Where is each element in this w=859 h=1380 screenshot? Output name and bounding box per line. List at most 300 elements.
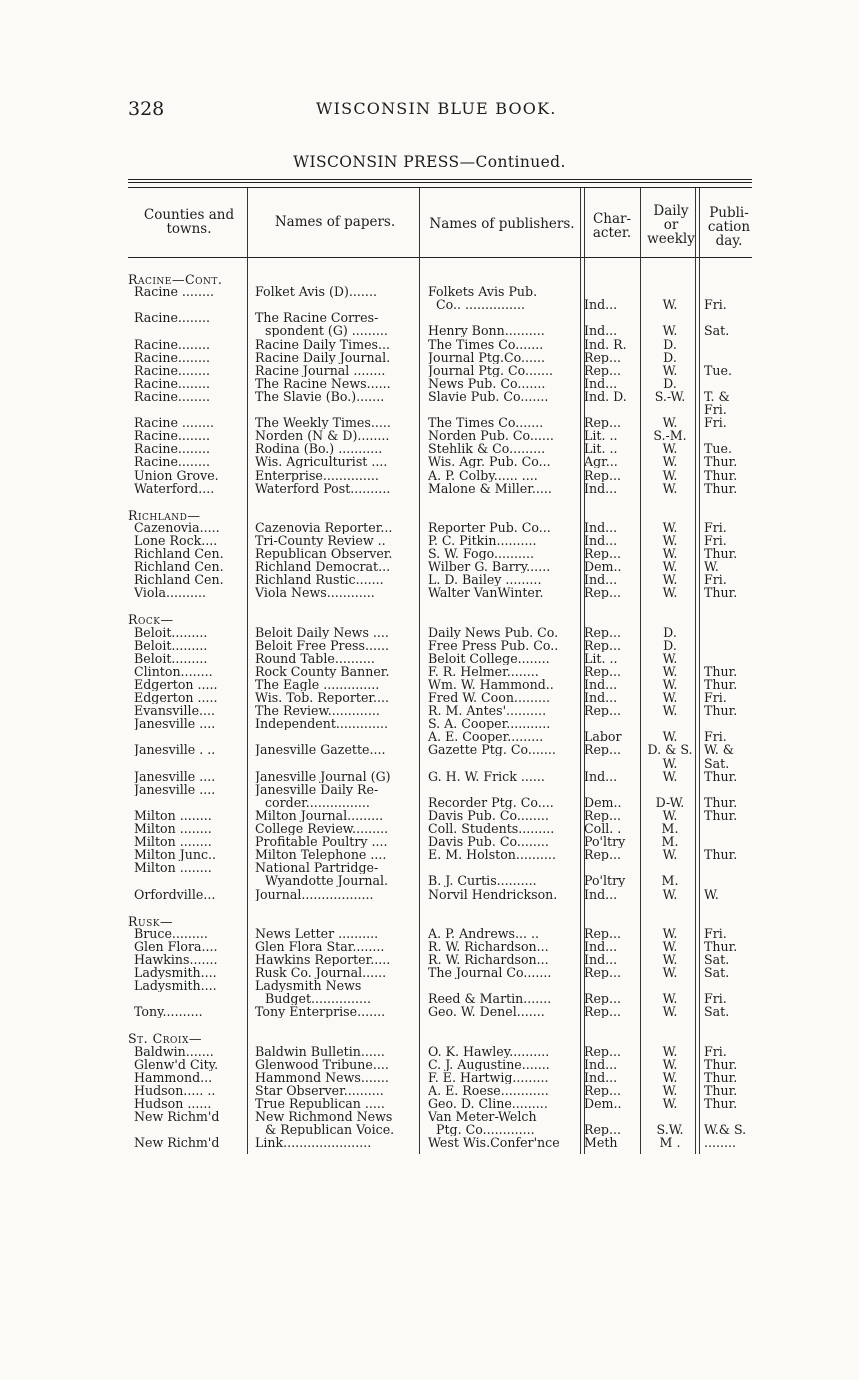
character-cell: Ind... bbox=[584, 1057, 618, 1071]
publication-day-cell: Fri. bbox=[704, 992, 727, 1006]
publication-day-cell: Fri. bbox=[704, 298, 727, 312]
frequency-cell: W. bbox=[662, 1070, 678, 1084]
publisher-cell: F. R. Helmer........ bbox=[428, 664, 539, 678]
publisher-cell: Geo. D. Cline......... bbox=[428, 1096, 548, 1110]
character-cell: Rep... bbox=[584, 743, 622, 757]
publisher-cell: Ptg. Co............. bbox=[436, 1123, 535, 1137]
town-cell: Hudson ...... bbox=[134, 1096, 212, 1110]
character-cell: Ind... bbox=[584, 481, 618, 495]
section-title: WISCONSIN PRESS—Continued. bbox=[293, 153, 566, 171]
paper-name-cell: Janesville Journal (G) bbox=[255, 769, 391, 783]
town-cell: Racine ........ bbox=[134, 416, 214, 430]
frequency-cell: W. bbox=[662, 560, 678, 574]
frequency-cell: D. & S. bbox=[647, 743, 693, 757]
frequency-cell: M. bbox=[661, 822, 679, 835]
paper-name-cell: Glen Flora Star........ bbox=[255, 939, 385, 953]
paper-name-cell: Wyandotte Journal. bbox=[265, 874, 389, 888]
town-cell: Waterford.... bbox=[134, 481, 215, 495]
paper-name-cell: Viola News............ bbox=[255, 586, 375, 600]
publication-day-cell: Thur. bbox=[704, 455, 738, 469]
town-cell: Racine........ bbox=[134, 429, 210, 443]
publication-day-cell: Sat. bbox=[704, 966, 730, 979]
town-cell: Milton ........ bbox=[134, 822, 212, 835]
paper-name-cell: Republican Observer. bbox=[255, 547, 393, 560]
paper-name-cell: Enterprise.............. bbox=[255, 468, 379, 482]
town-cell: Racine........ bbox=[134, 442, 210, 456]
publisher-cell: Van Meter-Welch bbox=[428, 1110, 537, 1123]
paper-name-cell: & Republican Voice. bbox=[265, 1123, 395, 1137]
publisher-cell: S. A. Cooper........... bbox=[428, 717, 551, 731]
publisher-cell: Geo. W. Denel....... bbox=[428, 1005, 545, 1019]
publication-day-cell: Fri. bbox=[704, 926, 727, 940]
paper-name-cell: Waterford Post.......... bbox=[255, 481, 391, 495]
publisher-cell: O. K. Hawley.......... bbox=[428, 1044, 550, 1058]
town-cell: Cazenovia..... bbox=[134, 520, 220, 534]
town-cell: Viola.......... bbox=[134, 586, 207, 600]
town-cell: Beloit......... bbox=[134, 638, 208, 652]
paper-name-cell: Beloit Daily News .... bbox=[255, 625, 389, 639]
paper-name-cell: Wis. Tob. Reporter.... bbox=[255, 691, 390, 704]
header-papers: Names of papers. bbox=[274, 214, 396, 230]
publisher-cell: A. P. Colby...... .... bbox=[428, 468, 538, 482]
publication-day-cell: Sat. bbox=[704, 756, 730, 770]
county-heading: Richland— bbox=[128, 507, 201, 523]
publication-day-cell: ........ bbox=[704, 1136, 737, 1150]
town-cell: Hudson..... .. bbox=[134, 1083, 216, 1097]
publication-day-cell: Thur. bbox=[704, 547, 738, 560]
page-number: 328 bbox=[128, 98, 165, 120]
town-cell: Milton ........ bbox=[134, 835, 212, 849]
running-title: WISCONSIN BLUE BOOK. bbox=[316, 99, 557, 118]
frequency-cell: D. bbox=[663, 350, 677, 364]
character-cell: Rep... bbox=[584, 808, 622, 822]
town-cell: Edgerton ..... bbox=[134, 691, 218, 704]
publisher-cell: Henry Bonn.......... bbox=[428, 324, 545, 338]
paper-name-cell: Hammond News....... bbox=[255, 1070, 389, 1084]
publication-day-cell: Thur. bbox=[704, 1096, 738, 1110]
paper-name-cell: Racine Journal ........ bbox=[255, 363, 386, 377]
paper-name-cell: Independent............. bbox=[255, 717, 388, 731]
publisher-cell: Journal Ptg.Co...... bbox=[428, 350, 546, 364]
publisher-cell: Slavie Pub. Co....... bbox=[428, 389, 549, 403]
publisher-cell: Norvil Hendrickson. bbox=[428, 887, 558, 901]
frequency-cell: W. bbox=[662, 691, 678, 704]
county-heading: Rusk— bbox=[128, 913, 174, 929]
publication-day-cell: Thur. bbox=[704, 468, 738, 482]
frequency-cell: D. bbox=[663, 337, 677, 351]
paper-name-cell: Link...................... bbox=[255, 1136, 372, 1150]
frequency-cell: M. bbox=[661, 835, 679, 849]
frequency-cell: W. bbox=[662, 939, 678, 953]
character-cell: Rep... bbox=[584, 926, 622, 940]
paper-name-cell: corder................ bbox=[265, 795, 370, 809]
character-cell: Po'ltry bbox=[584, 835, 626, 849]
town-cell: Bruce......... bbox=[134, 926, 208, 940]
town-cell: Baldwin....... bbox=[134, 1044, 214, 1058]
frequency-cell: W. bbox=[662, 481, 678, 495]
frequency-cell: D. bbox=[663, 638, 677, 652]
frequency-cell: W. bbox=[662, 573, 678, 587]
publisher-cell: Wm. W. Hammond.. bbox=[428, 677, 554, 691]
character-cell: Ind... bbox=[584, 677, 618, 691]
publication-day-cell: Thur. bbox=[704, 939, 738, 953]
publication-day-cell: Fri. bbox=[704, 520, 727, 534]
frequency-cell: W. bbox=[662, 966, 678, 979]
character-cell: Rep... bbox=[584, 992, 622, 1006]
frequency-cell: W. bbox=[662, 1057, 678, 1071]
header-rule bbox=[128, 257, 752, 258]
town-cell: Clinton........ bbox=[134, 664, 213, 678]
town-cell: Lone Rock.... bbox=[134, 533, 218, 547]
character-cell: Rep... bbox=[584, 468, 622, 482]
publication-day-cell: Thur. bbox=[704, 704, 738, 718]
character-cell: Meth bbox=[584, 1136, 618, 1150]
paper-name-cell: Profitable Poultry .... bbox=[255, 835, 388, 849]
town-cell: Beloit......... bbox=[134, 651, 208, 665]
frequency-cell: W. bbox=[662, 664, 678, 678]
character-cell: Rep... bbox=[584, 416, 622, 430]
town-cell: Evansville.... bbox=[134, 704, 216, 718]
frequency-cell: W. bbox=[662, 547, 678, 560]
column-divider bbox=[247, 188, 248, 1154]
character-cell: Dem.. bbox=[584, 795, 622, 809]
paper-name-cell: News Letter .......... bbox=[255, 926, 379, 940]
town-cell: Racine........ bbox=[134, 455, 210, 469]
publisher-cell: The Journal Co....... bbox=[428, 966, 552, 979]
town-cell: Orfordville... bbox=[134, 887, 216, 901]
paper-name-cell: Racine Daily Times... bbox=[255, 337, 391, 351]
frequency-cell: W. bbox=[662, 848, 678, 862]
town-cell: Racine........ bbox=[134, 376, 210, 390]
publisher-cell: L. D. Bailey ......... bbox=[428, 573, 542, 587]
town-cell: Janesville .... bbox=[134, 769, 216, 783]
paper-name-cell: Richland Democrat... bbox=[255, 560, 391, 574]
character-cell: Rep... bbox=[584, 1123, 622, 1137]
frequency-cell: W. bbox=[662, 324, 678, 338]
character-cell: Po'ltry bbox=[584, 874, 626, 888]
publication-day-cell: Fri. bbox=[704, 1044, 727, 1058]
character-cell: Rep... bbox=[584, 848, 622, 862]
frequency-cell: W. bbox=[662, 651, 678, 665]
county-heading: Rock— bbox=[128, 612, 174, 628]
town-cell: Racine ........ bbox=[134, 285, 214, 299]
paper-name-cell: College Review......... bbox=[255, 822, 389, 835]
character-cell: Rep... bbox=[584, 350, 622, 364]
frequency-cell: S.W. bbox=[656, 1123, 684, 1137]
publication-day-cell: Tue. bbox=[704, 442, 732, 456]
town-cell: Racine........ bbox=[134, 311, 210, 325]
character-cell: Ind... bbox=[584, 573, 618, 587]
frequency-cell: W. bbox=[662, 1044, 678, 1058]
publisher-cell: R. M. Antes'.......... bbox=[428, 704, 547, 718]
publisher-cell: Gazette Ptg. Co....... bbox=[428, 743, 556, 757]
paper-name-cell: Budget............... bbox=[265, 992, 372, 1006]
frequency-cell: W. bbox=[662, 533, 678, 547]
paper-name-cell: Ladysmith News bbox=[255, 979, 362, 993]
publisher-cell: Folkets Avis Pub. bbox=[428, 285, 538, 299]
character-cell: Ind... bbox=[584, 691, 618, 704]
character-cell: Ind... bbox=[584, 298, 618, 312]
header-daily-weekly: Daily or weekly bbox=[647, 203, 695, 247]
character-cell: Rep... bbox=[584, 1083, 622, 1097]
paper-name-cell: Cazenovia Reporter... bbox=[255, 520, 393, 534]
town-cell: Hawkins....... bbox=[134, 952, 218, 966]
frequency-cell: W. bbox=[662, 704, 678, 718]
publisher-cell: Malone & Miller..... bbox=[428, 481, 552, 495]
publication-day-cell: Thur. bbox=[704, 481, 738, 495]
town-cell: Milton ........ bbox=[134, 808, 212, 822]
paper-name-cell: Richland Rustic....... bbox=[255, 573, 384, 587]
frequency-cell: W. bbox=[662, 756, 678, 770]
frequency-cell: S.-M. bbox=[653, 429, 687, 443]
character-cell: Ind. D. bbox=[584, 389, 627, 403]
publication-day-cell: Thur. bbox=[704, 808, 738, 822]
column-divider bbox=[640, 188, 641, 1154]
town-cell: Ladysmith.... bbox=[134, 979, 217, 993]
publisher-cell: West Wis.Confer'nce bbox=[428, 1136, 560, 1150]
frequency-cell: D. bbox=[663, 625, 677, 639]
character-cell: Ind... bbox=[584, 887, 618, 901]
frequency-cell: W. bbox=[662, 887, 678, 901]
town-cell: Glen Flora.... bbox=[134, 939, 218, 953]
town-cell: Milton ........ bbox=[134, 861, 212, 875]
paper-name-cell: Janesville Gazette.... bbox=[255, 743, 386, 757]
character-cell: Labor bbox=[584, 730, 622, 744]
publisher-cell: Walter VanWinter. bbox=[428, 586, 544, 600]
publication-day-cell: Fri. bbox=[704, 403, 727, 416]
character-cell: Ind. R. bbox=[584, 337, 627, 351]
paper-name-cell: True Republican ..... bbox=[255, 1096, 385, 1110]
publication-day-cell: Tue. bbox=[704, 363, 732, 377]
publisher-cell: News Pub. Co....... bbox=[428, 376, 546, 390]
character-cell: Rep... bbox=[584, 966, 622, 979]
frequency-cell: M. bbox=[661, 874, 679, 888]
frequency-cell: W. bbox=[662, 1005, 678, 1019]
frequency-cell: D-W. bbox=[655, 795, 685, 809]
character-cell: Rep... bbox=[584, 547, 622, 560]
town-cell: Racine........ bbox=[134, 350, 210, 364]
paper-name-cell: Milton Telephone .... bbox=[255, 848, 387, 862]
paper-name-cell: New Richmond News bbox=[255, 1110, 393, 1123]
top-single-rule bbox=[128, 187, 752, 188]
character-cell: Rep... bbox=[584, 638, 622, 652]
paper-name-cell: Racine Daily Journal. bbox=[255, 350, 391, 364]
paper-name-cell: The Slavie (Bo.)....... bbox=[255, 389, 385, 403]
top-double-rule bbox=[128, 179, 752, 183]
character-cell: Lit. .. bbox=[584, 429, 618, 443]
header-publishers: Names of publishers. bbox=[429, 216, 575, 232]
paper-name-cell: Folket Avis (D)....... bbox=[255, 285, 377, 299]
publication-day-cell: Thur. bbox=[704, 848, 738, 862]
publisher-cell: R. W. Richardson... bbox=[428, 952, 549, 966]
town-cell: Janesville .... bbox=[134, 717, 216, 731]
town-cell: Glenw'd City. bbox=[134, 1057, 219, 1071]
character-cell: Lit. .. bbox=[584, 651, 618, 665]
paper-name-cell: Journal.................. bbox=[255, 887, 374, 901]
character-cell: Ind... bbox=[584, 376, 618, 390]
frequency-cell: D. bbox=[663, 376, 677, 390]
publisher-cell: P. C. Pitkin.......... bbox=[428, 533, 537, 547]
publication-day-cell: Thur. bbox=[704, 1057, 738, 1071]
paper-name-cell: Beloit Free Press...... bbox=[255, 638, 389, 652]
paper-name-cell: The Racine Corres- bbox=[255, 311, 379, 325]
paper-name-cell: Baldwin Bulletin...... bbox=[255, 1044, 385, 1058]
paper-name-cell: The Weekly Times..... bbox=[255, 416, 391, 430]
town-cell: Richland Cen. bbox=[134, 547, 224, 560]
frequency-cell: W. bbox=[662, 952, 678, 966]
character-cell: Rep... bbox=[584, 586, 622, 600]
publication-day-cell: Thur. bbox=[704, 586, 738, 600]
publisher-cell: Norden Pub. Co...... bbox=[428, 429, 554, 443]
publisher-cell: Reed & Martin....... bbox=[428, 992, 552, 1006]
character-cell: Dem.. bbox=[584, 1096, 622, 1110]
frequency-cell: W. bbox=[662, 520, 678, 534]
publication-day-cell: Thur. bbox=[704, 664, 738, 678]
character-cell: Rep... bbox=[584, 704, 622, 718]
frequency-cell: W. bbox=[662, 730, 678, 744]
paper-name-cell: Rock County Banner. bbox=[255, 664, 390, 678]
town-cell: Racine........ bbox=[134, 363, 210, 377]
paper-name-cell: The Review............. bbox=[255, 704, 380, 718]
character-cell: Rep... bbox=[584, 363, 622, 377]
publication-day-cell: Thur. bbox=[704, 1070, 738, 1084]
publisher-cell: Co.. ............... bbox=[436, 298, 526, 312]
publisher-cell: R. W. Richardson... bbox=[428, 939, 549, 953]
paper-name-cell: Round Table.......... bbox=[255, 651, 375, 665]
publication-day-cell: Thur. bbox=[704, 769, 738, 783]
paper-name-cell: Norden (N & D)........ bbox=[255, 429, 390, 443]
character-cell: Coll. . bbox=[584, 822, 622, 835]
town-cell: Janesville .... bbox=[134, 782, 216, 796]
publication-day-cell: Fri. bbox=[704, 533, 727, 547]
frequency-cell: W. bbox=[662, 926, 678, 940]
character-cell: Lit. .. bbox=[584, 442, 618, 456]
town-cell: Richland Cen. bbox=[134, 573, 224, 587]
publication-day-cell: W.& S. bbox=[704, 1123, 747, 1137]
character-cell: Ind... bbox=[584, 952, 618, 966]
frequency-cell: S.-W. bbox=[654, 389, 686, 403]
header-publication-day: Publi-cation day. bbox=[707, 205, 751, 249]
publisher-cell: Beloit College........ bbox=[428, 651, 550, 665]
publisher-cell: Journal Ptg. Co....... bbox=[428, 363, 554, 377]
publication-day-cell: Fri. bbox=[704, 573, 727, 587]
publisher-cell: Daily News Pub. Co. bbox=[428, 625, 559, 639]
frequency-cell: W. bbox=[662, 1096, 678, 1110]
publication-day-cell: T. & bbox=[704, 389, 730, 403]
town-cell: Janesville . .. bbox=[134, 743, 216, 757]
frequency-cell: W. bbox=[662, 1083, 678, 1097]
town-cell: Edgerton ..... bbox=[134, 677, 218, 691]
paper-name-cell: Milton Journal......... bbox=[255, 808, 384, 822]
publisher-cell: Recorder Ptg. Co.... bbox=[428, 795, 554, 809]
frequency-cell: W. bbox=[662, 586, 678, 600]
paper-name-cell: The Eagle .............. bbox=[255, 677, 380, 691]
county-heading: Racine—Cont. bbox=[128, 272, 223, 287]
publisher-cell: B. J. Curtis.......... bbox=[428, 874, 537, 888]
publisher-cell: Davis Pub. Co........ bbox=[428, 808, 549, 822]
frequency-cell: W. bbox=[662, 416, 678, 430]
town-cell: Racine........ bbox=[134, 389, 210, 403]
town-cell: Richland Cen. bbox=[134, 560, 224, 574]
publisher-cell: F. E. Hartwig......... bbox=[428, 1070, 549, 1084]
paper-name-cell: Rusk Co. Journal...... bbox=[255, 966, 387, 979]
frequency-cell: W. bbox=[662, 363, 678, 377]
town-cell: Tony.......... bbox=[134, 1005, 203, 1019]
county-heading: St. Croix— bbox=[128, 1031, 202, 1047]
character-cell: Rep... bbox=[584, 664, 622, 678]
publisher-cell: Stehlik & Co......... bbox=[428, 442, 546, 456]
publication-day-cell: Sat. bbox=[704, 1005, 730, 1019]
paper-name-cell: Rodina (Bo.) ........... bbox=[255, 442, 383, 456]
town-cell: New Richm'd bbox=[134, 1110, 220, 1123]
publication-day-cell: Fri. bbox=[704, 416, 727, 430]
publisher-cell: Wilber G. Barry...... bbox=[428, 560, 551, 574]
paper-name-cell: Hawkins Reporter..... bbox=[255, 952, 391, 966]
character-cell: Rep... bbox=[584, 1044, 622, 1058]
town-cell: Racine........ bbox=[134, 337, 210, 351]
character-cell: Agr... bbox=[584, 455, 618, 469]
frequency-cell: W. bbox=[662, 769, 678, 783]
publication-day-cell: Fri. bbox=[704, 691, 727, 704]
publisher-cell: Wis. Agr. Pub. Co... bbox=[428, 455, 551, 469]
paper-name-cell: Glenwood Tribune.... bbox=[255, 1057, 389, 1071]
character-cell: Ind... bbox=[584, 324, 618, 338]
character-cell: Rep... bbox=[584, 625, 622, 639]
frequency-cell: W. bbox=[662, 442, 678, 456]
publication-day-cell: W. bbox=[704, 560, 719, 574]
paper-name-cell: The Racine News...... bbox=[255, 376, 391, 390]
character-cell: Ind... bbox=[584, 533, 618, 547]
publisher-cell: E. M. Holston.......... bbox=[428, 848, 556, 862]
publication-day-cell: W. & bbox=[704, 743, 734, 757]
frequency-cell: W. bbox=[662, 455, 678, 469]
frequency-cell: W. bbox=[662, 992, 678, 1006]
paper-name-cell: Star Observer.......... bbox=[255, 1083, 384, 1097]
frequency-cell: W. bbox=[662, 468, 678, 482]
character-cell: Dem.. bbox=[584, 560, 622, 574]
publisher-cell: The Times Co....... bbox=[428, 337, 544, 351]
frequency-cell: M . bbox=[659, 1136, 681, 1150]
publisher-cell: Free Press Pub. Co.. bbox=[428, 638, 559, 652]
publication-day-cell: W. bbox=[704, 887, 719, 901]
paper-name-cell: Wis. Agriculturist .... bbox=[255, 455, 388, 469]
town-cell: New Richm'd bbox=[134, 1136, 220, 1150]
header-character: Char-acter. bbox=[592, 211, 632, 241]
paper-name-cell: Tony Enterprise....... bbox=[255, 1005, 386, 1019]
paper-name-cell: spondent (G) ......... bbox=[265, 324, 388, 338]
publisher-cell: A. P. Andrews... .. bbox=[428, 926, 540, 940]
town-cell: Milton Junc.. bbox=[134, 848, 217, 862]
publication-day-cell: Sat. bbox=[704, 952, 730, 966]
town-cell: Union Grove. bbox=[134, 468, 219, 482]
publisher-cell: A. E. Roese............ bbox=[428, 1083, 549, 1097]
frequency-cell: W. bbox=[662, 298, 678, 312]
character-cell: Ind... bbox=[584, 1070, 618, 1084]
character-cell: Rep... bbox=[584, 1005, 622, 1019]
publication-day-cell: Fri. bbox=[704, 730, 727, 744]
paper-name-cell: National Partridge- bbox=[255, 861, 379, 875]
town-cell: Ladysmith.... bbox=[134, 966, 217, 979]
frequency-cell: W. bbox=[662, 677, 678, 691]
character-cell: Ind... bbox=[584, 769, 618, 783]
character-cell: Ind... bbox=[584, 939, 618, 953]
town-cell: Beloit......... bbox=[134, 625, 208, 639]
publisher-cell: Coll. Students......... bbox=[428, 822, 555, 835]
publisher-cell: Davis Pub. Co........ bbox=[428, 835, 549, 849]
publisher-cell: G. H. W. Frick ...... bbox=[428, 769, 545, 783]
paper-name-cell: Janesville Daily Re- bbox=[255, 782, 379, 796]
frequency-cell: W. bbox=[662, 808, 678, 822]
